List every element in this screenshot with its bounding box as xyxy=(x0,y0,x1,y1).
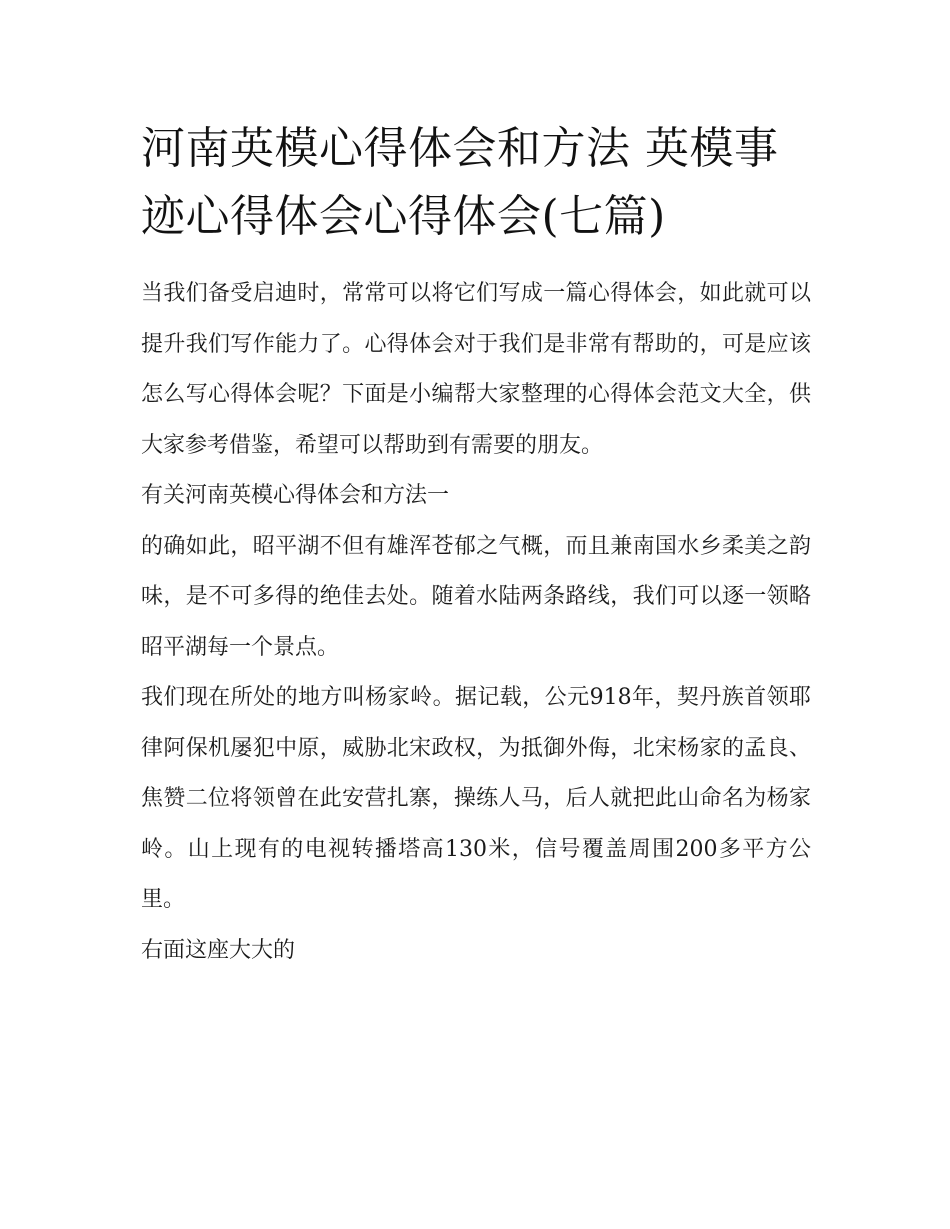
body-paragraph: 的确如此，昭平湖不但有雄浑苍郁之气概，而且兼南国水乡柔美之韵味，是不可多得的绝佳去处。随着水陆两条路线，我们可以逐一领略昭平湖每一个景点。 xyxy=(141,533,811,660)
body-paragraph: 右面这座大大的 xyxy=(141,937,296,963)
section-heading: 有关河南英模心得体会和方法一 xyxy=(141,483,450,508)
intro-paragraph: 当我们备受启迪时，常常可以将它们写成一篇心得体会，如此就可以提升我们写作能力了。心得体会对于我们是非常有帮助的，可是应该怎么写心得体会呢？下面是小编帮大家整理的心得体会范文大全，供大家参考借鉴，希望可以帮助到有需要的朋友。 xyxy=(141,281,811,458)
document-title: 河南英模心得体会和方法 英模事迹心得体会心得体会(七篇) xyxy=(141,123,779,242)
body-paragraph: 我们现在所处的地方叫杨家岭。据记载，公元918年，契丹族首领耶律阿保机屡犯中原，威胁北宋政权，为抵御外侮，北宋杨家的孟良、焦赞二位将领曾在此安营扎寨，操练人马，后人就把此山命名为杨家岭。山上现有的电视转播塔高130米，信号覆盖周围200多平方公里。 xyxy=(141,685,811,912)
